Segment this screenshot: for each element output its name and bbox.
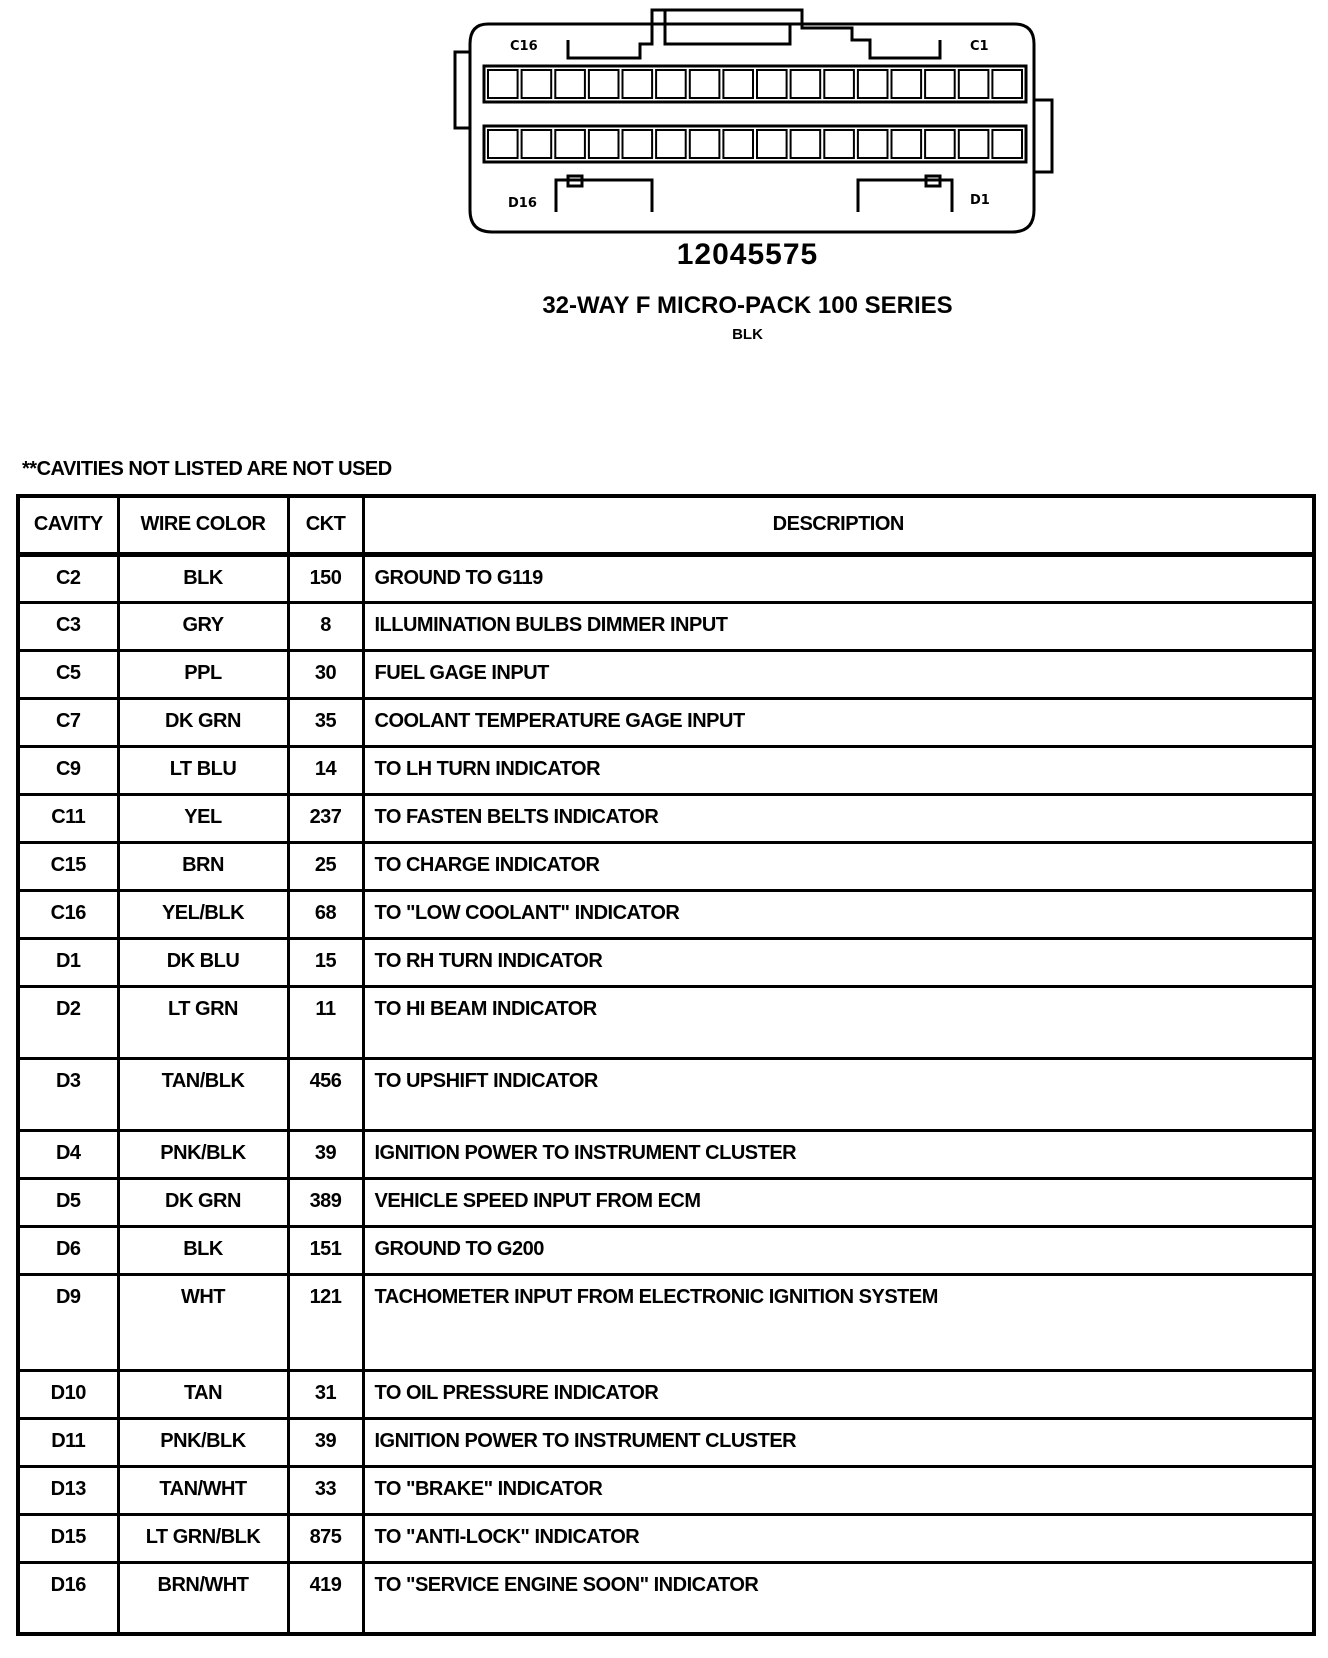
- header-description: DESCRIPTION: [363, 496, 1314, 554]
- cavity-d-cell: [992, 130, 1022, 158]
- pinout-table: [16, 494, 1316, 1636]
- cavity-cell: C9: [18, 746, 118, 794]
- table-row: [18, 1058, 1314, 1130]
- wire-color-cell: LT BLU: [118, 746, 288, 794]
- row-c-frame: [484, 66, 1026, 102]
- part-description: 32-WAY F MICRO-PACK 100 SERIES: [542, 292, 953, 319]
- cavity-c-cell: [589, 70, 619, 98]
- table-row: [18, 938, 1314, 986]
- cavity-d-cell: [723, 130, 753, 158]
- cavity-cell: D9: [18, 1274, 118, 1370]
- description-cell: TO FASTEN BELTS INDICATOR: [363, 794, 1314, 842]
- ckt-cell: 150: [288, 554, 363, 602]
- description-cell: FUEL GAGE INPUT: [363, 650, 1314, 698]
- ckt-cell: 121: [288, 1274, 363, 1370]
- cavity-d-cell: [757, 130, 787, 158]
- label-d16: D16: [508, 196, 537, 211]
- cavity-d-cell: [488, 130, 518, 158]
- cavity-c-cell: [488, 70, 518, 98]
- ckt-cell: 8: [288, 602, 363, 650]
- cavity-cell: D11: [18, 1418, 118, 1466]
- description-cell: TO RH TURN INDICATOR: [363, 938, 1314, 986]
- wire-color-cell: DK GRN: [118, 1178, 288, 1226]
- cavity-c-cell: [858, 70, 888, 98]
- description-cell: TO "BRAKE" INDICATOR: [363, 1466, 1314, 1514]
- table-row: [18, 1418, 1314, 1466]
- description-cell: COOLANT TEMPERATURE GAGE INPUT: [363, 698, 1314, 746]
- table-row: [18, 650, 1314, 698]
- description-cell: ILLUMINATION BULBS DIMMER INPUT: [363, 602, 1314, 650]
- wire-color-cell: YEL: [118, 794, 288, 842]
- cavity-c-cell: [656, 70, 686, 98]
- table-row: [18, 1178, 1314, 1226]
- wire-color-cell: DK GRN: [118, 698, 288, 746]
- label-c16: C16: [510, 39, 538, 54]
- table-row: [18, 1130, 1314, 1178]
- table-row: [18, 554, 1314, 602]
- cavity-cell: D4: [18, 1130, 118, 1178]
- wire-color-cell: WHT: [118, 1274, 288, 1370]
- cavity-cell: C11: [18, 794, 118, 842]
- cavity-cell: D3: [18, 1058, 118, 1130]
- cavity-cell: C16: [18, 890, 118, 938]
- description-cell: TO LH TURN INDICATOR: [363, 746, 1314, 794]
- cavity-d-cell: [959, 130, 989, 158]
- table-row: [18, 1274, 1314, 1370]
- cavity-cell: D10: [18, 1370, 118, 1418]
- row-d-frame: [484, 126, 1026, 162]
- ckt-cell: 35: [288, 698, 363, 746]
- wire-color-cell: DK BLU: [118, 938, 288, 986]
- cavity-d-cell: [858, 130, 888, 158]
- cavity-c-cell: [623, 70, 653, 98]
- description-cell: TO "LOW COOLANT" INDICATOR: [363, 890, 1314, 938]
- table-row: [18, 746, 1314, 794]
- wire-color-cell: BLK: [118, 554, 288, 602]
- ckt-cell: 30: [288, 650, 363, 698]
- unused-cavities-note: **CAVITIES NOT LISTED ARE NOT USED: [22, 458, 392, 480]
- cavity-c-cell: [959, 70, 989, 98]
- table-header-row: [18, 496, 1314, 554]
- cavity-c-cell: [992, 70, 1022, 98]
- cavity-cell: D6: [18, 1226, 118, 1274]
- description-cell: TO CHARGE INDICATOR: [363, 842, 1314, 890]
- wire-color-cell: PPL: [118, 650, 288, 698]
- ckt-cell: 39: [288, 1130, 363, 1178]
- ckt-cell: 39: [288, 1418, 363, 1466]
- cavity-c-cell: [791, 70, 821, 98]
- header-cavity: CAVITY: [18, 496, 118, 554]
- part-number: 12045575: [676, 238, 819, 271]
- description-cell: IGNITION POWER TO INSTRUMENT CLUSTER: [363, 1130, 1314, 1178]
- description-cell: GROUND TO G119: [363, 554, 1314, 602]
- wire-color-cell: TAN/WHT: [118, 1466, 288, 1514]
- cavity-d-cell: [623, 130, 653, 158]
- wire-color-cell: PNK/BLK: [118, 1418, 288, 1466]
- wire-color-cell: TAN/BLK: [118, 1058, 288, 1130]
- cavity-d-cell: [589, 130, 619, 158]
- cavity-c-cell: [522, 70, 552, 98]
- left-ear: [455, 52, 470, 128]
- cavity-c-cell: [690, 70, 720, 98]
- wire-color-cell: BLK: [118, 1226, 288, 1274]
- description-cell: TACHOMETER INPUT FROM ELECTRONIC IGNITION SYSTEM: [363, 1274, 1314, 1370]
- cavity-c-cell: [925, 70, 955, 98]
- ckt-cell: 419: [288, 1562, 363, 1634]
- table-row: [18, 1514, 1314, 1562]
- part-color: BLK: [732, 326, 763, 343]
- cavity-c-cell: [824, 70, 854, 98]
- wire-color-cell: LT GRN/BLK: [118, 1514, 288, 1562]
- table-row: [18, 602, 1314, 650]
- cavity-d-cell: [555, 130, 585, 158]
- description-cell: VEHICLE SPEED INPUT FROM ECM: [363, 1178, 1314, 1226]
- label-d1: D1: [970, 193, 990, 208]
- cavity-cell: D15: [18, 1514, 118, 1562]
- cavity-cell: D1: [18, 938, 118, 986]
- cavity-cell: D16: [18, 1562, 118, 1634]
- table-row: [18, 698, 1314, 746]
- table-row: [18, 1370, 1314, 1418]
- cavity-cell: C3: [18, 602, 118, 650]
- ckt-cell: 875: [288, 1514, 363, 1562]
- wire-color-cell: BRN: [118, 842, 288, 890]
- cavity-cell: D5: [18, 1178, 118, 1226]
- description-cell: TO OIL PRESSURE INDICATOR: [363, 1370, 1314, 1418]
- header-wire-color: WIRE COLOR: [118, 496, 288, 554]
- description-cell: GROUND TO G200: [363, 1226, 1314, 1274]
- ckt-cell: 25: [288, 842, 363, 890]
- table-row: [18, 842, 1314, 890]
- ckt-cell: 237: [288, 794, 363, 842]
- ckt-cell: 15: [288, 938, 363, 986]
- ckt-cell: 389: [288, 1178, 363, 1226]
- description-cell: TO "SERVICE ENGINE SOON" INDICATOR: [363, 1562, 1314, 1634]
- table-row: [18, 1226, 1314, 1274]
- ckt-cell: 33: [288, 1466, 363, 1514]
- connector-diagram: [0, 0, 1328, 240]
- description-cell: IGNITION POWER TO INSTRUMENT CLUSTER: [363, 1418, 1314, 1466]
- top-latch: [568, 10, 940, 58]
- label-c1: C1: [970, 39, 989, 54]
- cavity-d-cell: [892, 130, 922, 158]
- wire-color-cell: BRN/WHT: [118, 1562, 288, 1634]
- wire-color-cell: GRY: [118, 602, 288, 650]
- ckt-cell: 151: [288, 1226, 363, 1274]
- cavity-d-cell: [690, 130, 720, 158]
- cavity-cell: C15: [18, 842, 118, 890]
- ckt-cell: 31: [288, 1370, 363, 1418]
- cavity-c-cell: [723, 70, 753, 98]
- header-ckt: CKT: [288, 496, 363, 554]
- cavity-c-cell: [555, 70, 585, 98]
- cavity-d-cell: [791, 130, 821, 158]
- description-cell: TO "ANTI-LOCK" INDICATOR: [363, 1514, 1314, 1562]
- cavity-d-cell: [522, 130, 552, 158]
- ckt-cell: 11: [288, 986, 363, 1058]
- table-row: [18, 890, 1314, 938]
- ckt-cell: 14: [288, 746, 363, 794]
- cavity-c-cell: [892, 70, 922, 98]
- cavity-d-cell: [824, 130, 854, 158]
- description-cell: TO UPSHIFT INDICATOR: [363, 1058, 1314, 1130]
- table-row: [18, 794, 1314, 842]
- description-cell: TO HI BEAM INDICATOR: [363, 986, 1314, 1058]
- right-ear: [1034, 100, 1052, 172]
- cavity-cell: D13: [18, 1466, 118, 1514]
- table-row: [18, 1562, 1314, 1634]
- wire-color-cell: LT GRN: [118, 986, 288, 1058]
- cavity-cell: C5: [18, 650, 118, 698]
- wire-color-cell: TAN: [118, 1370, 288, 1418]
- cavity-c-cell: [757, 70, 787, 98]
- ckt-cell: 456: [288, 1058, 363, 1130]
- table-row: [18, 1466, 1314, 1514]
- cavity-cell: C7: [18, 698, 118, 746]
- table-row: [18, 986, 1314, 1058]
- cavity-cell: D2: [18, 986, 118, 1058]
- cavity-cell: C2: [18, 554, 118, 602]
- wire-color-cell: PNK/BLK: [118, 1130, 288, 1178]
- ckt-cell: 68: [288, 890, 363, 938]
- cavity-d-cell: [656, 130, 686, 158]
- wire-color-cell: YEL/BLK: [118, 890, 288, 938]
- cavity-d-cell: [925, 130, 955, 158]
